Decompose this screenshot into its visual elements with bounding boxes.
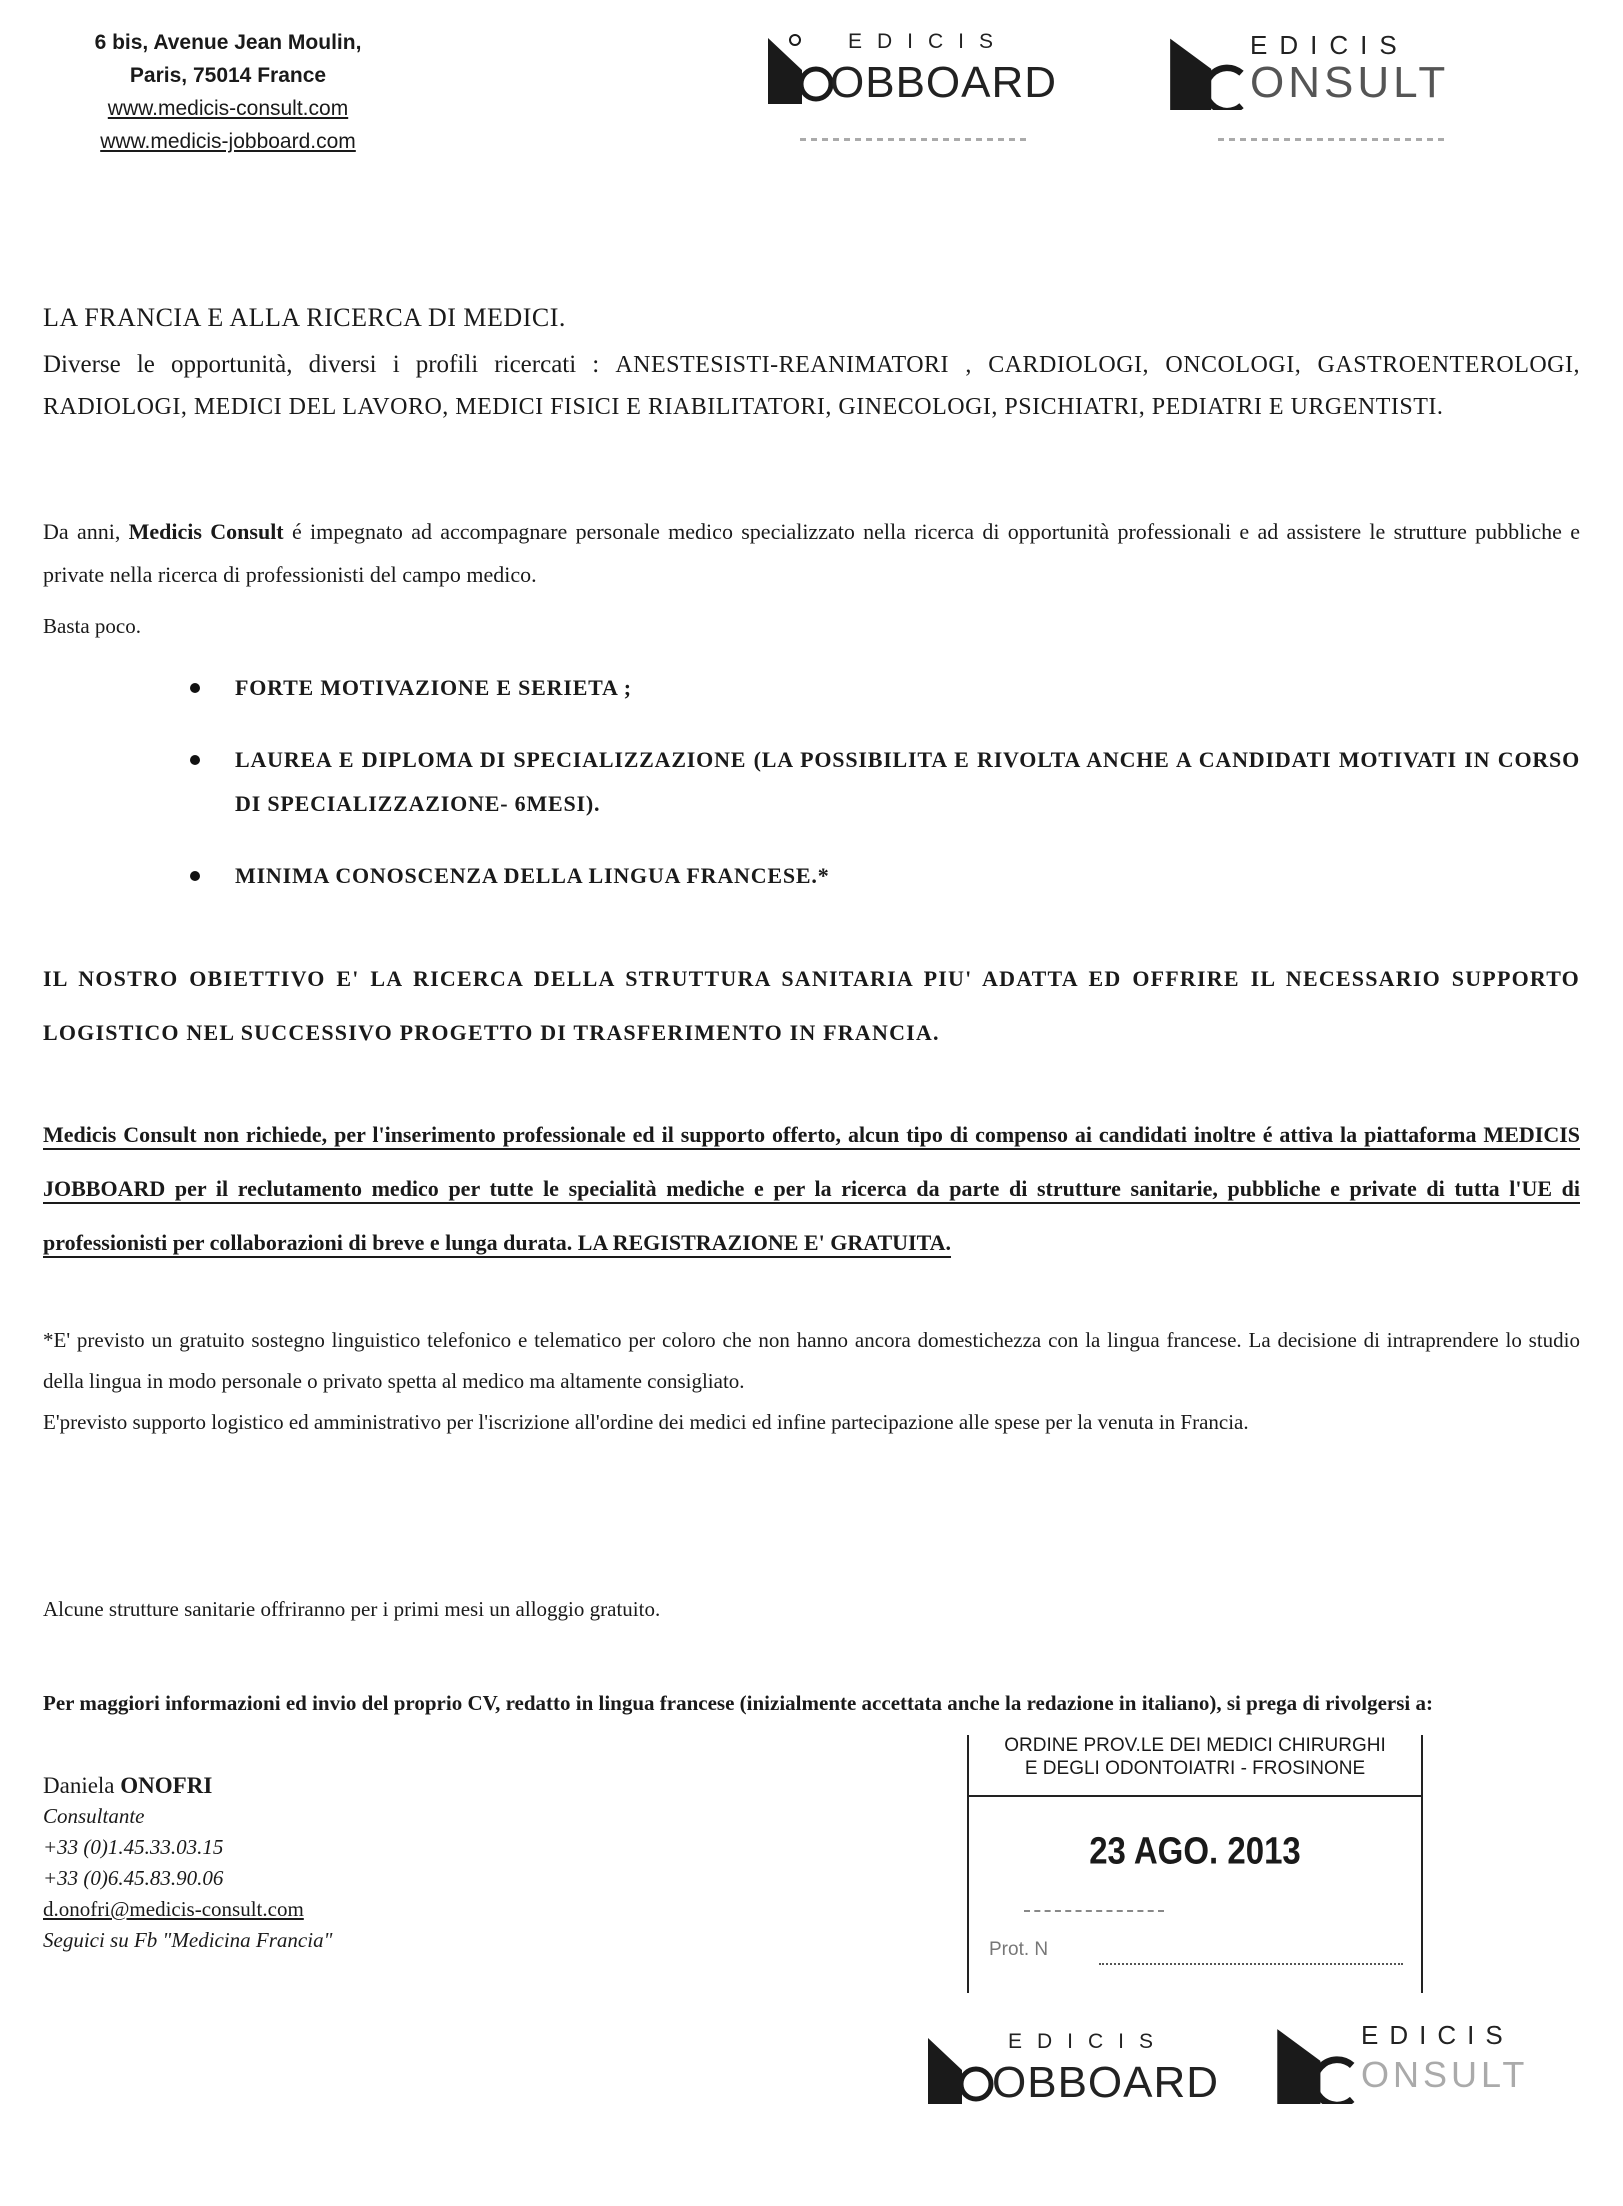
bullet-icon bbox=[190, 683, 200, 693]
intro-paragraph bbox=[43, 344, 1580, 428]
list-item-text: MINIMA CONOSCENZA DELLA LINGUA FRANCESE.* bbox=[235, 863, 830, 888]
contact-intro: Per maggiori informazioni ed invio del proprio CV, redatto in lingua francese (inizialmente accettata anche la redazione in italiano), si prega di rivolgersi a: bbox=[43, 1691, 1433, 1715]
address-block bbox=[58, 26, 398, 158]
logo-bottom-text: ONSULT bbox=[1250, 58, 1450, 107]
facebook-text: Seguici su Fb "Medicina Francia" bbox=[43, 1928, 333, 1952]
contact-block bbox=[43, 1770, 332, 1956]
stamp-prot-label: Prot. N bbox=[989, 1939, 1049, 1960]
logo-bottom-text: ONSULT bbox=[1361, 2054, 1529, 2095]
medicis-jobboard-logo bbox=[768, 30, 1088, 140]
stamp-line: E DEGLI ODONTOIATRI - FROSINONE bbox=[1024, 1758, 1366, 1779]
stamp-divider bbox=[969, 1795, 1421, 1797]
address-line: 6 bis, Avenue Jean Moulin, bbox=[94, 31, 362, 54]
logo-m-mark-icon bbox=[928, 2030, 998, 2104]
contact-role: Consultante bbox=[43, 1804, 145, 1828]
phone-number: +33 (0)6.45.83.90.06 bbox=[43, 1866, 224, 1890]
profiles-list: ANESTESISTI-REANIMATORI , CARDIOLOGI, ONCOLOGI, GASTROENTEROLOGI, RADIOLOGI, MEDICI DEL LAVORO, MEDICI FISICI E RIABILITATORI, GINECOLOGI, PSICHIATRI, PEDIATRI E URGENTISTI. bbox=[43, 352, 1581, 420]
stamp-dashes bbox=[1024, 1910, 1164, 1912]
bullet-icon bbox=[190, 755, 200, 765]
text-span: é impegnato ad accompagnare personale medico specializzato nella ricerca di opportunità professionali e ad assistere le strutture pubbliche e private nella ricerca di professionisti del campo medico. bbox=[43, 519, 1581, 587]
logo-bottom-text: OBBOARD bbox=[992, 2058, 1220, 2107]
logo-m-mark-icon bbox=[1277, 2020, 1357, 2104]
logo-tagline bbox=[1218, 138, 1448, 141]
company-paragraph bbox=[43, 510, 1580, 596]
stamp-date: 23 AGO. 2013 bbox=[1089, 1829, 1301, 1872]
registration-stamp bbox=[967, 1735, 1423, 1993]
email-link[interactable]: d.onofri@medicis-consult.com bbox=[43, 1897, 304, 1921]
logo-m-mark-icon bbox=[1168, 30, 1248, 110]
notes-block bbox=[43, 1320, 1580, 1443]
stamp-line: ORDINE PROV.LE DEI MEDICI CHIRURGHI bbox=[1004, 1735, 1386, 1756]
company-name: Medicis Consult bbox=[128, 519, 284, 544]
logo-top-text: EDICIS bbox=[1008, 2030, 1169, 2053]
logo-m-mark-icon bbox=[768, 30, 838, 104]
medicis-paragraph: Medicis Consult non richiede, per l'inserimento professionale ed il supporto offerto, alcun tipo di compenso ai candidati inoltre é attiva la piattaforma MEDICIS JOBBOARD per il reclutamento medico per tutte le specialità mediche e per la ricerca da parte di strutture sanitarie, pubbliche e private di tutta l'UE di professionisti per collaborazioni di breve e lunga durata. LA REGISTRAZIONE E' GRATUITA. bbox=[43, 1122, 1580, 1255]
logo-top-text: EDICIS bbox=[1250, 30, 1409, 60]
intro-lead: Diverse le opportunità, diversi i profili ricercati : bbox=[43, 351, 600, 378]
list-item-text: FORTE MOTIVAZIONE E SERIETA ; bbox=[235, 675, 632, 700]
requirements-list bbox=[190, 666, 1580, 926]
stamp-prot-line bbox=[1099, 1963, 1403, 1965]
phone-number: +33 (0)1.45.33.03.15 bbox=[43, 1835, 224, 1859]
bullet-icon bbox=[190, 871, 200, 881]
list-item bbox=[190, 854, 1580, 898]
list-item-text: LAUREA E DIPLOMA DI SPECIALIZZAZIONE (LA POSSIBILITA E RIVOLTA ANCHE A CANDIDATI MOTIVATI IN CORSO DI SPECIALIZZAZIONE- 6MESI). bbox=[235, 747, 1580, 816]
logo-top-text: EDICIS bbox=[1361, 2020, 1514, 2050]
basta-text: Basta poco. bbox=[43, 614, 141, 638]
logo-bottom-text: OBBOARD bbox=[830, 58, 1058, 107]
logo-top-text: EDICIS bbox=[848, 30, 1009, 53]
first-name: Daniela bbox=[43, 1773, 115, 1798]
website-link[interactable]: www.medicis-jobboard.com bbox=[100, 130, 356, 153]
contact-name bbox=[43, 1770, 332, 1801]
medicis-consult-logo bbox=[1168, 30, 1468, 140]
text-span: Da anni, bbox=[43, 519, 121, 544]
list-item bbox=[190, 666, 1580, 710]
address-line: Paris, 75014 France bbox=[129, 64, 327, 87]
medicis-consult-logo-bottom bbox=[1277, 2020, 1577, 2130]
last-name: ONOFRI bbox=[120, 1773, 213, 1798]
page-title: LA FRANCIA E ALLA RICERCA DI MEDICI. bbox=[43, 303, 566, 332]
note-paragraph: *E' previsto un gratuito sostegno linguistico telefonico e telematico per coloro che non hanno ancora domestichezza con la lingua francese. La decisione di intraprendere lo studio della lingua in modo personale o privato spetta al medico ma altamente consigliato. bbox=[43, 1328, 1580, 1393]
list-item bbox=[190, 738, 1580, 826]
alloggio-text: Alcune strutture sanitarie offriranno per i primi mesi un alloggio gratuito. bbox=[43, 1597, 661, 1621]
logo-tagline bbox=[800, 138, 1030, 141]
website-link[interactable]: www.medicis-consult.com bbox=[107, 97, 349, 120]
objective-paragraph: IL NOSTRO OBIETTIVO E' LA RICERCA DELLA STRUTTURA SANITARIA PIU' ADATTA ED OFFRIRE IL NECESSARIO SUPPORTO LOGISTICO NEL SUCCESSIVO PROGETTO DI TRASFERIMENTO IN FRANCIA. bbox=[43, 966, 1580, 1045]
medicis-jobboard-logo-bottom bbox=[928, 2030, 1228, 2130]
note-paragraph: E'previsto supporto logistico ed amministrativo per l'iscrizione all'ordine dei medici ed infine partecipazione alle spese per la venuta in Francia. bbox=[43, 1410, 1249, 1434]
